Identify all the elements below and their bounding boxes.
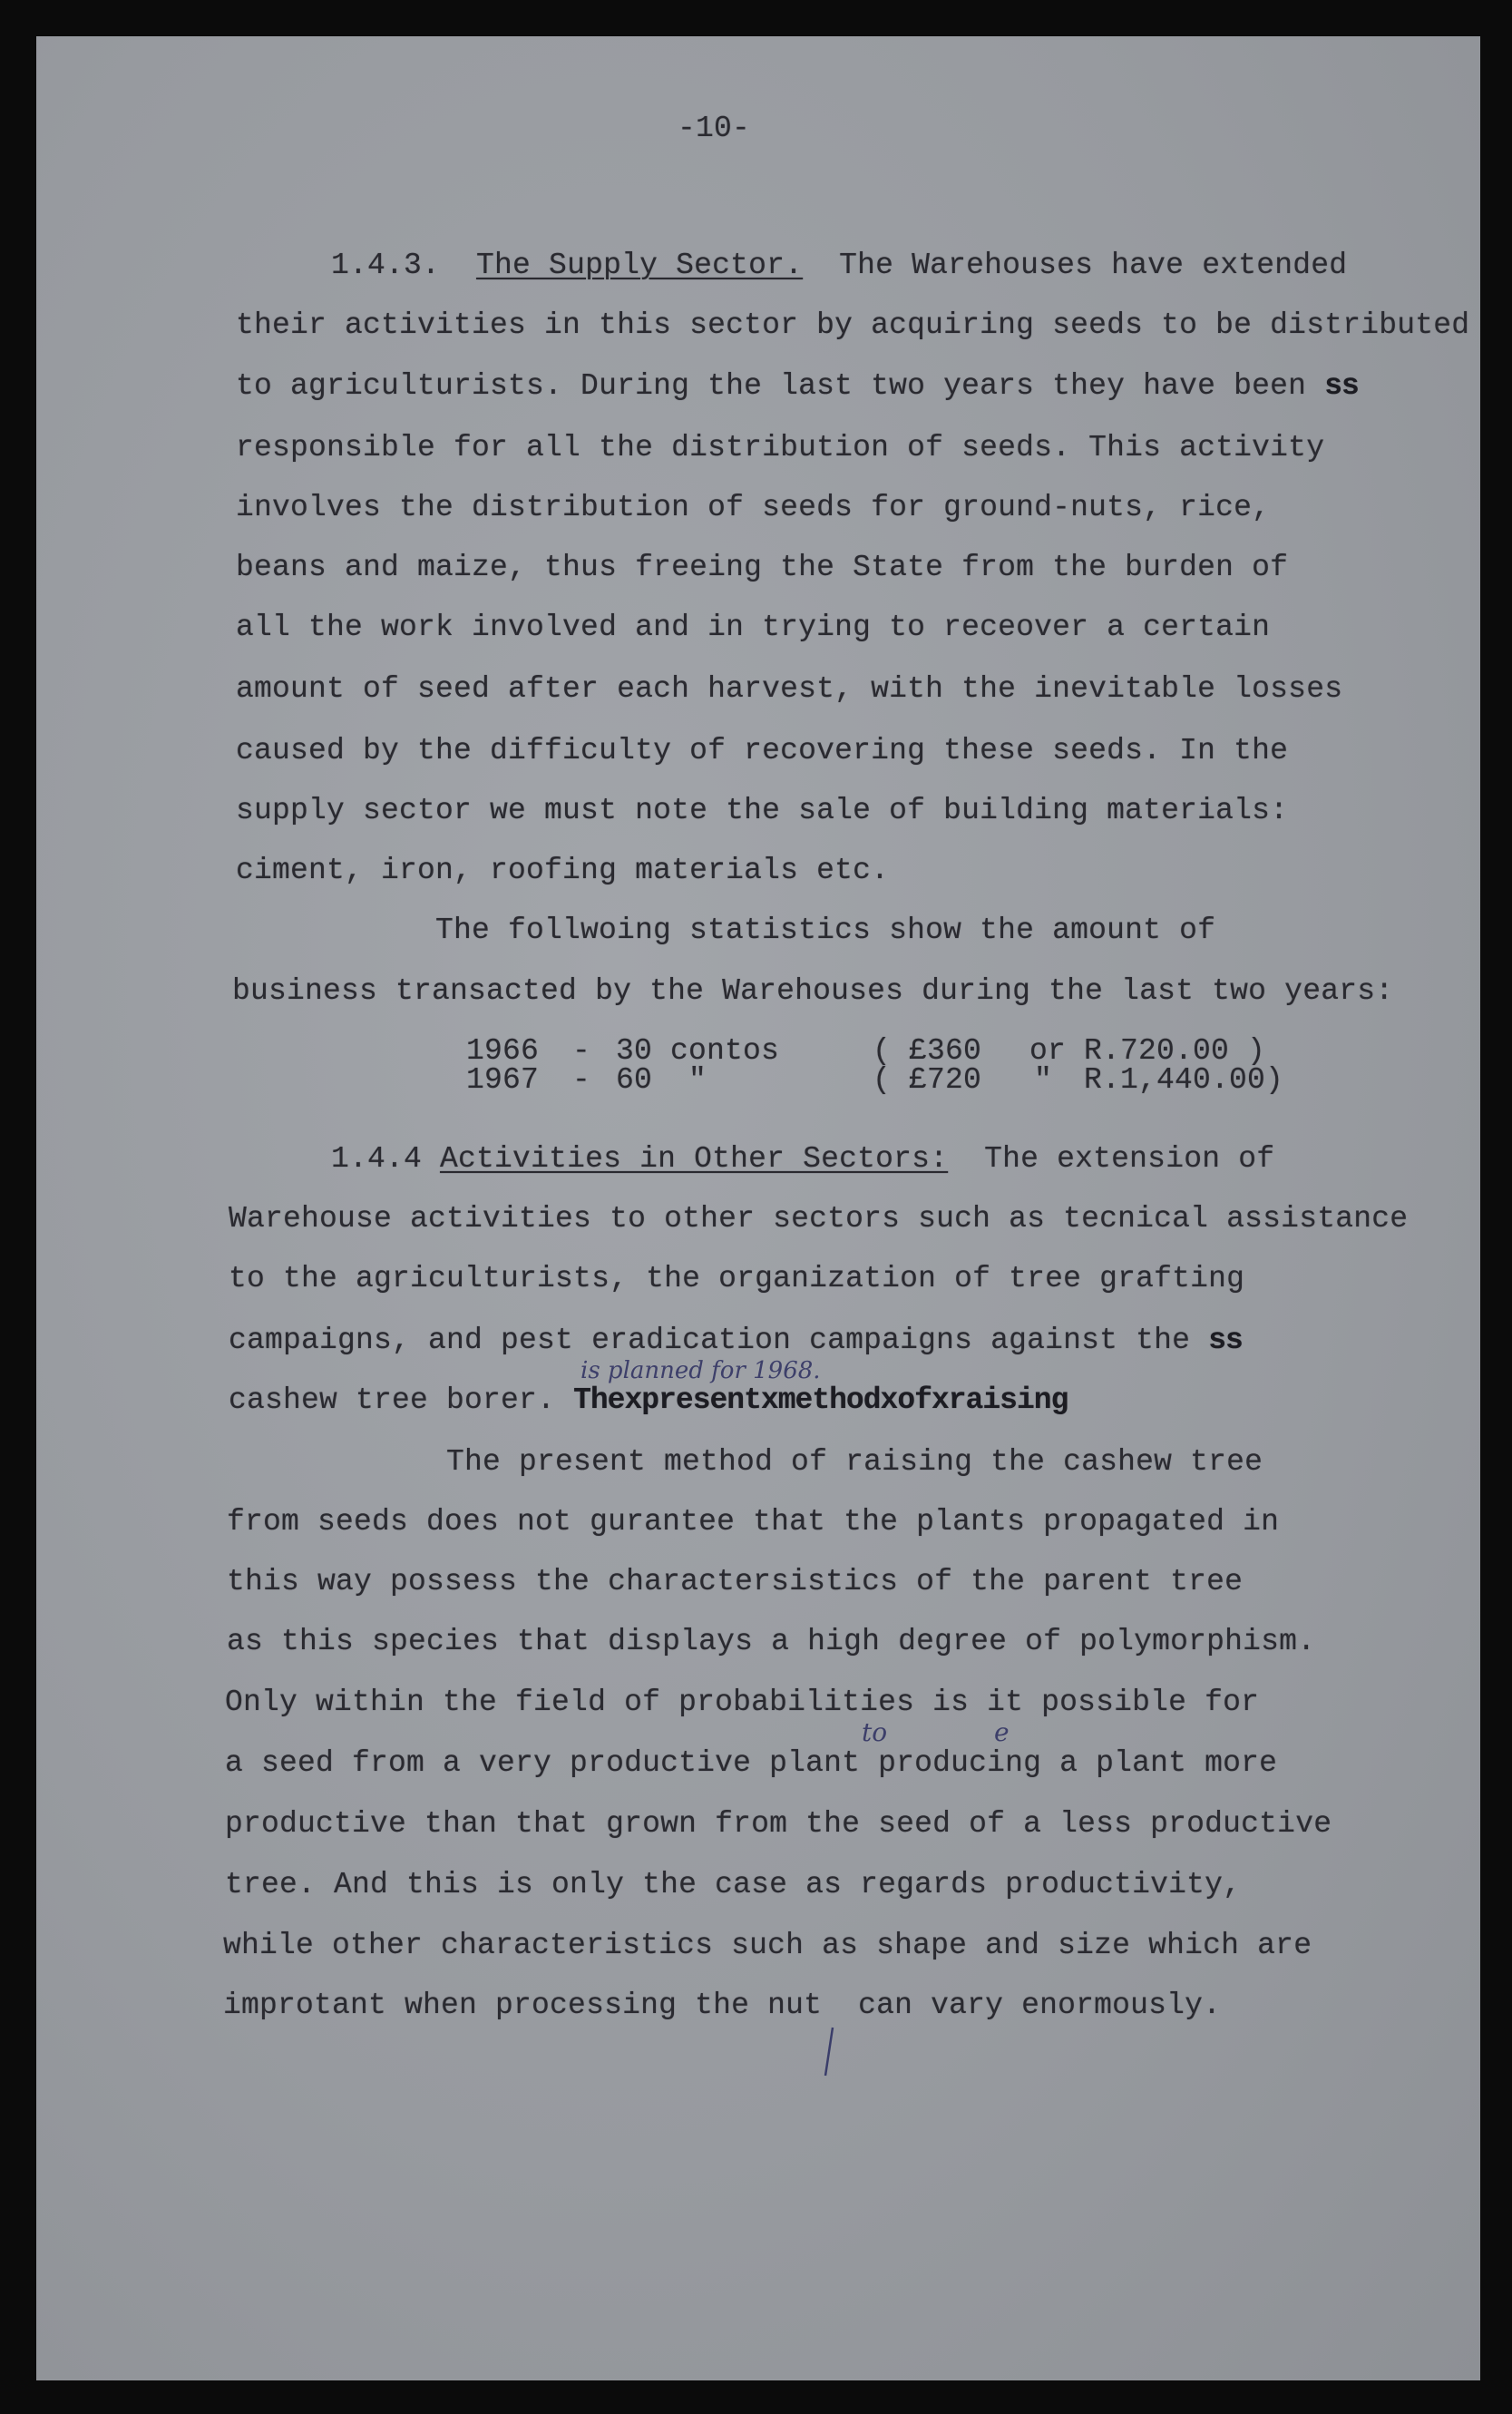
year: 1967 bbox=[466, 1063, 540, 1097]
text-line bbox=[229, 1324, 1243, 1357]
text-segment: The extension of bbox=[984, 1142, 1275, 1176]
rupee-value: R.720.00 ) bbox=[1084, 1034, 1266, 1068]
text-line: responsible for all the distribution of seeds. This activity bbox=[236, 431, 1325, 464]
text-line: beans and maize, thus freeing the State from the burden of bbox=[236, 551, 1289, 584]
text-line: ciment, iron, roofing materials etc. bbox=[236, 854, 890, 887]
text-line: tree. And this is only the case as regards productivity, bbox=[225, 1868, 1242, 1901]
text-line: Warehouse activities to other sectors such as tecnical assistance bbox=[229, 1202, 1409, 1236]
ditto-mark: " bbox=[1034, 1063, 1053, 1097]
handwritten-correction: e bbox=[994, 1717, 1010, 1747]
text-segment: to agriculturists. During the last two years they have been bbox=[236, 369, 1307, 403]
text-line: productive than that grown from the seed of a less productive bbox=[225, 1807, 1332, 1841]
year: 1966 bbox=[466, 1034, 540, 1068]
text-line: Only within the field of probabilities is it possible for bbox=[225, 1686, 1260, 1719]
text-line: their activities in this sector by acquiring seeds to be distributed bbox=[236, 308, 1470, 342]
dash: - bbox=[572, 1063, 591, 1097]
amount: 60 " bbox=[616, 1063, 707, 1097]
dash: - bbox=[572, 1034, 591, 1068]
section-143-first-line bbox=[331, 249, 1347, 282]
handwritten-note: is planned for 1968. bbox=[580, 1357, 821, 1384]
section-heading: The Supply Sector. bbox=[476, 249, 804, 282]
text-line: improtant when processing the nut can vary enormously. bbox=[223, 1989, 1222, 2022]
section-number: 1.4.3. bbox=[331, 249, 441, 282]
text-line bbox=[236, 370, 1359, 403]
text-line: supply sector we must note the sale of building materials: bbox=[236, 794, 1289, 827]
page-number: -10- bbox=[678, 112, 751, 145]
overtype-mark: ss bbox=[1324, 369, 1359, 403]
section-144-first-line bbox=[331, 1143, 1274, 1176]
text-line: business transacted by the Warehouses during the last two years: bbox=[232, 974, 1394, 1008]
overtype-mark: ss bbox=[1208, 1324, 1243, 1357]
text-segment: campaigns, and pest eradication campaigns against the bbox=[229, 1324, 1191, 1357]
text-segment: cashew tree borer. bbox=[229, 1383, 556, 1417]
amount: 30 contos bbox=[616, 1034, 780, 1068]
text-line: The follwoing statistics show the amount of bbox=[435, 914, 1216, 947]
section-heading: Activities in Other Sectors: bbox=[440, 1142, 949, 1176]
pounds-value: ( £720 bbox=[873, 1063, 982, 1097]
handwritten-insert: to bbox=[862, 1717, 888, 1747]
statistics-row bbox=[466, 1063, 540, 1097]
conjunction: or bbox=[1029, 1034, 1067, 1068]
text-line: while other characteristics such as shape and size which are bbox=[223, 1929, 1312, 1962]
text-line: a seed from a very productive plant producing a plant more bbox=[225, 1746, 1278, 1780]
pounds-value: ( £360 bbox=[873, 1034, 982, 1068]
text-line: from seeds does not gurantee that the plants propagated in bbox=[227, 1505, 1280, 1539]
rupee-value: R.1,440.00) bbox=[1084, 1063, 1284, 1097]
section-number: 1.4.4 bbox=[331, 1142, 423, 1176]
text-line: as this species that displays a high degree of polymorphism. bbox=[227, 1625, 1316, 1658]
text-line: all the work involved and in trying to receover a certain bbox=[236, 611, 1271, 644]
text-line bbox=[229, 1384, 1068, 1417]
struck-out-text: Thexpresentxmethodxofxraising bbox=[573, 1383, 1068, 1417]
text-line: The Warehouses have extended bbox=[839, 249, 1348, 282]
text-line: involves the distribution of seeds for ground-nuts, rice, bbox=[236, 491, 1271, 524]
text-line: amount of seed after each harvest, with the inevitable losses bbox=[236, 672, 1343, 706]
text-line: caused by the difficulty of recovering these seeds. In the bbox=[236, 734, 1289, 767]
pencil-mark bbox=[816, 2025, 844, 2079]
text-line: The present method of raising the cashew tree bbox=[446, 1445, 1263, 1479]
statistics-row bbox=[466, 1034, 540, 1068]
text-line: to the agriculturists, the organization of tree grafting bbox=[229, 1262, 1245, 1295]
text-line: this way possess the charactersistics of the parent tree bbox=[227, 1565, 1244, 1598]
